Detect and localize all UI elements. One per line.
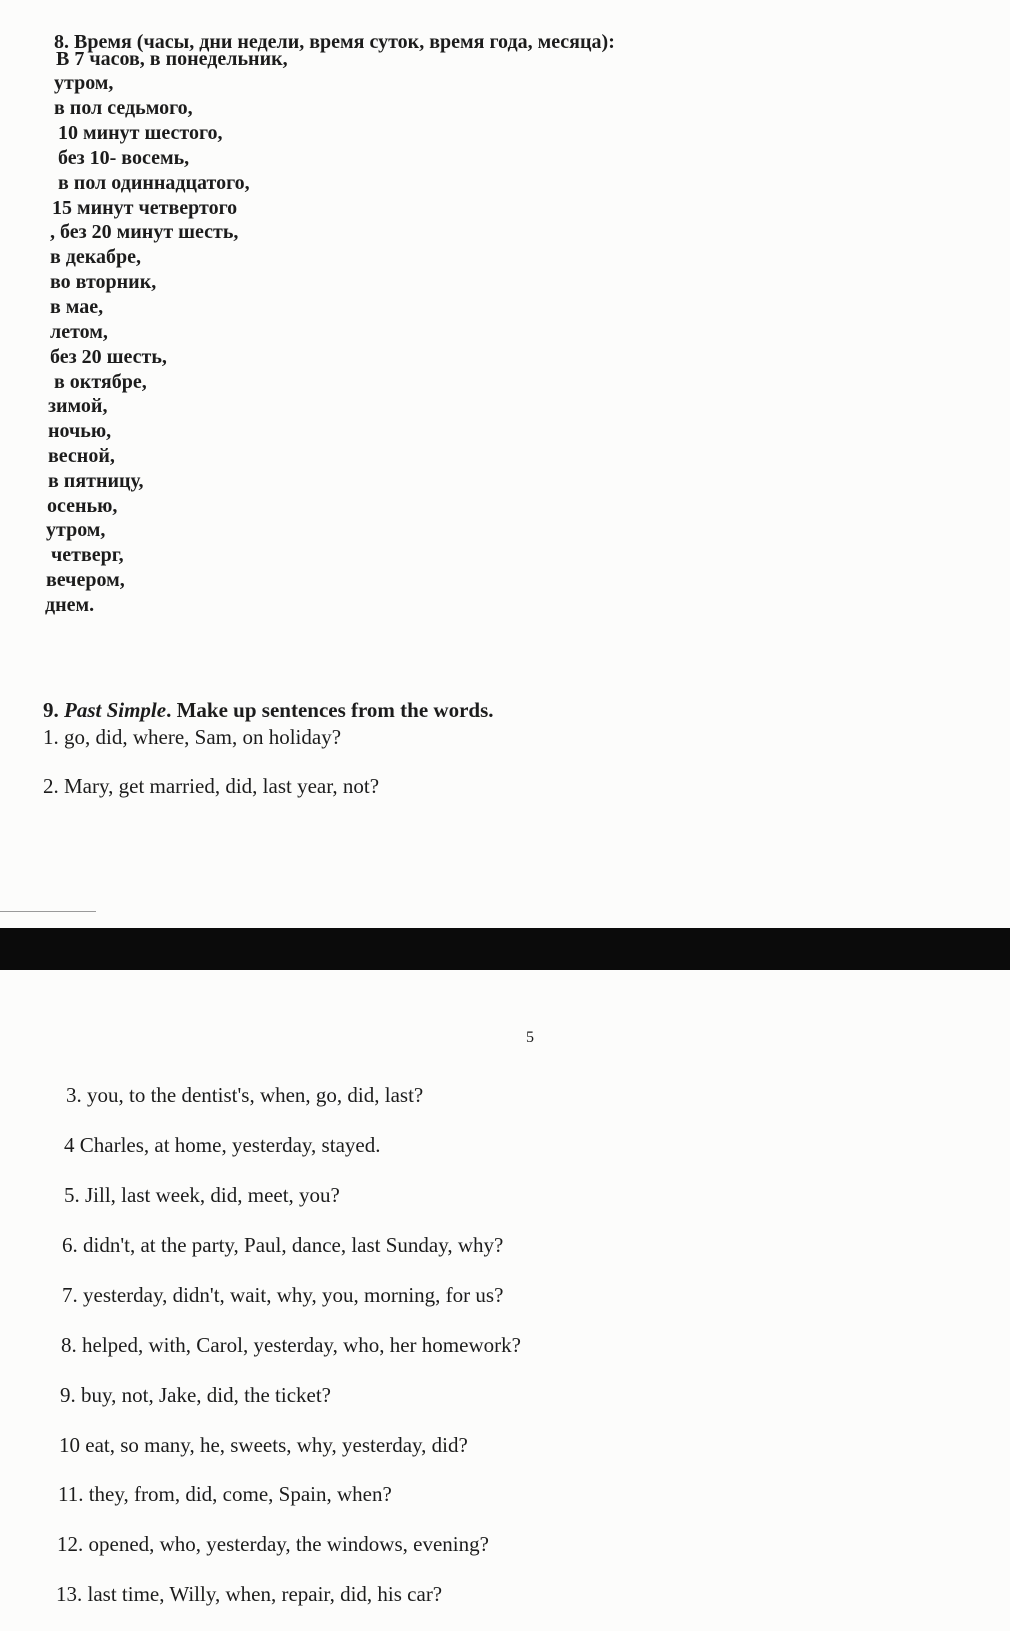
task8-item: летом, — [50, 321, 108, 343]
task8-item: утром, — [46, 519, 106, 541]
task9-item: 9. buy, not, Jake, did, the ticket? — [60, 1383, 331, 1407]
task8-item: осенью, — [47, 495, 118, 517]
task8-item: вечером, — [46, 569, 125, 591]
task8-item: утром, — [54, 72, 114, 94]
task9-instruction: . Make up sentences from the words. — [166, 698, 494, 722]
task8-item: без 20 шесть, — [50, 346, 167, 368]
task9-tense: Past Simple — [64, 698, 167, 722]
task8-item: 15 минут четвертого — [52, 197, 238, 219]
task9-item: 13. last time, Willy, when, repair, did, his car? — [56, 1582, 443, 1606]
task8-item: без 10- восемь, — [58, 147, 190, 169]
task9-item: 2. Mary, get married, did, last year, not? — [43, 774, 380, 798]
task9-item: 3. you, to the dentist's, when, go, did, last? — [66, 1083, 424, 1107]
task9-item: 1. go, did, where, Sam, on holiday? — [43, 725, 342, 749]
task9-item: 6. didn't, at the party, Paul, dance, last Sunday, why? — [62, 1233, 504, 1257]
task9-item: 10 eat, so many, he, sweets, why, yesterday, did? — [59, 1433, 468, 1457]
task8-item: в пол одиннадцатого, — [58, 172, 250, 194]
task8-item: в пятницу, — [48, 470, 144, 492]
task9-item: 11. they, from, did, come, Spain, when? — [58, 1482, 392, 1506]
task9-item: 4 Charles, at home, yesterday, stayed. — [64, 1133, 381, 1157]
task8-heading: 8. Время (часы, дни недели, время суток, время года, месяца): — [54, 31, 615, 53]
task8-item: четверг, — [51, 544, 124, 566]
task8-item: В 7 часов, в понедельник, — [56, 48, 288, 70]
task8-item: зимой, — [48, 395, 108, 417]
task9-item: 7. yesterday, didn't, wait, why, you, morning, for us? — [62, 1283, 504, 1307]
task8-item: во вторник, — [50, 271, 157, 293]
page-number: 5 — [526, 1029, 534, 1046]
task9-item: 5. Jill, last week, did, meet, you? — [64, 1183, 340, 1207]
task8-item: в декабре, — [50, 246, 142, 268]
task9-item: 12. opened, who, yesterday, the windows, evening? — [57, 1532, 489, 1556]
task8-item: ночью, — [48, 420, 112, 442]
task8-item: 10 минут шестого, — [58, 122, 223, 144]
page-divider-line — [0, 911, 96, 912]
task9-item: 8. helped, with, Carol, yesterday, who, her homework? — [61, 1333, 521, 1357]
task8-item: в октябре, — [54, 371, 147, 393]
task8-item: днем. — [45, 594, 95, 616]
task9-heading — [43, 700, 494, 721]
task9-number: 9. — [43, 698, 59, 722]
task8-item: весной, — [48, 445, 115, 467]
task8-item: в пол седьмого, — [54, 97, 193, 119]
task8-item: , без 20 минут шесть, — [50, 221, 239, 243]
task8-item: в мае, — [50, 296, 104, 318]
page-break-band — [0, 928, 1010, 970]
